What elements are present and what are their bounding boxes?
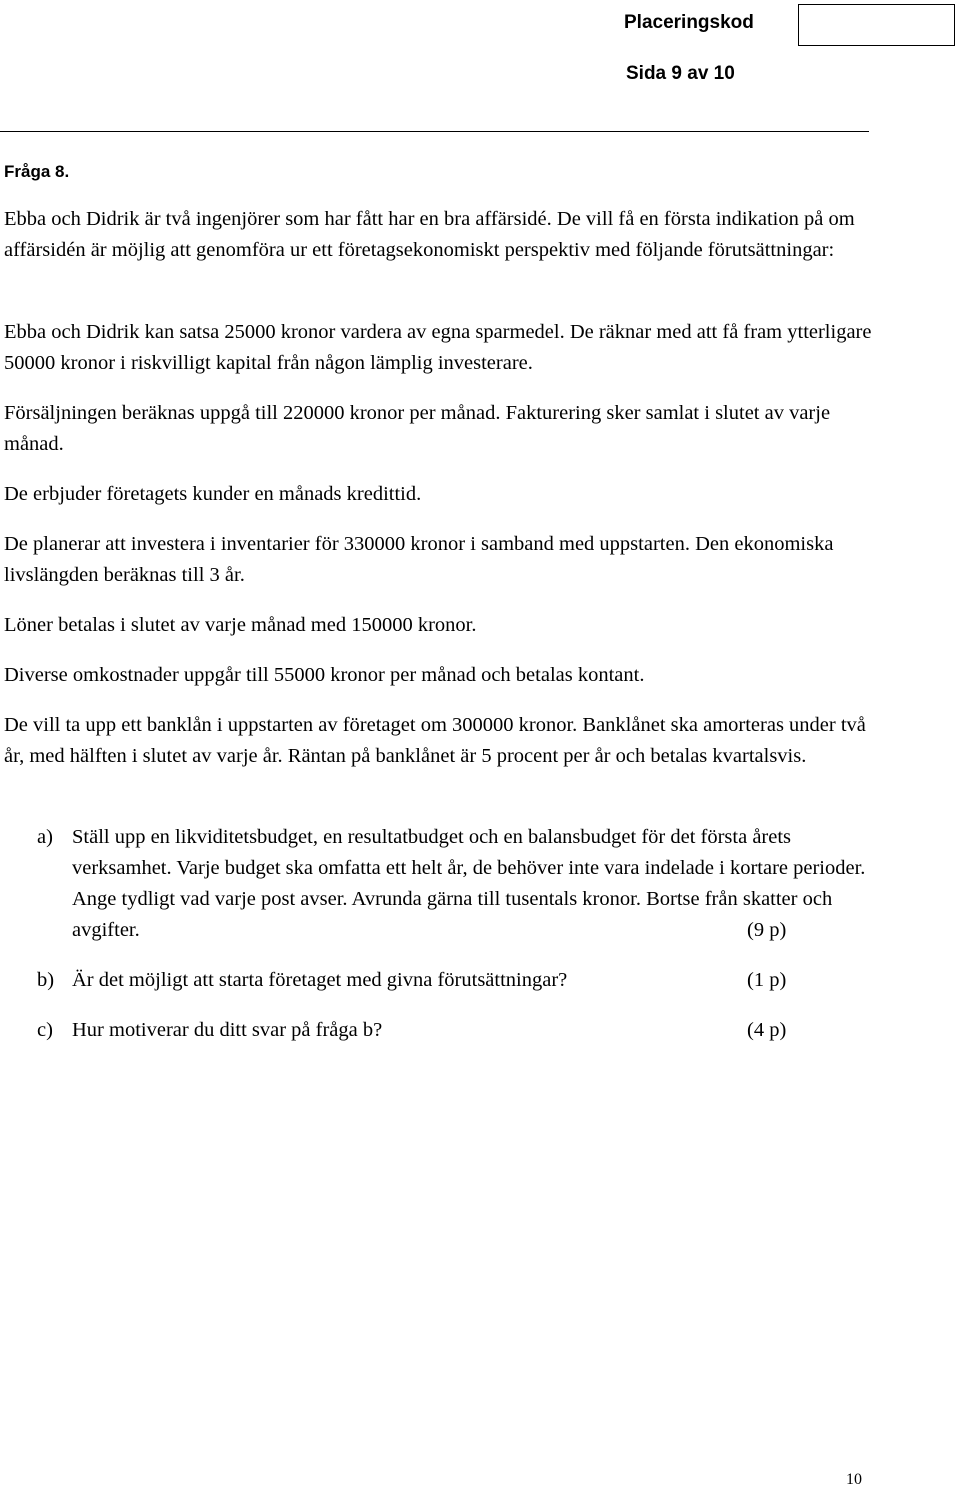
placement-code-label: Placeringskod	[624, 12, 754, 33]
page-number: 10	[846, 1471, 862, 1488]
task-text: Ställ upp en likviditetsbudget, en resultatbudget och en balansbudget för det första årets verksamhet. Varje budget ska omfatta ett helt år, de behöver inte vara indelade i kortare perioder. Ange tydligt vad varje post avser. Avrunda gärna till tusentals kronor. Bortse från skatter och avgifter.	[72, 826, 866, 941]
paragraph-salaries: Löner betalas i slutet av varje månad med 150000 kronor.	[4, 614, 477, 636]
page-indicator: Sida 9 av 10	[626, 63, 735, 84]
task-points: (1 p)	[747, 969, 787, 991]
task-points: (4 p)	[747, 1019, 787, 1041]
task-label: c)	[37, 1019, 53, 1041]
header-divider	[0, 131, 869, 132]
paragraph-sales: Försäljningen beräknas uppgå till 220000 kronor per månad. Fakturering sker samlat i slutet av varje månad.	[4, 402, 831, 455]
paragraph-capital: Ebba och Didrik kan satsa 25000 kronor vardera av egna sparmedel. De räknar med att få fram ytterligare 50000 kronor i riskvilligt kapital från någon lämplig investerare.	[4, 321, 872, 374]
task-points: (9 p)	[747, 919, 787, 941]
question-title: Fråga 8.	[4, 162, 70, 181]
task-text: Hur motiverar du ditt svar på fråga b?	[72, 1019, 383, 1041]
task-label: b)	[37, 969, 55, 991]
paragraph-intro: Ebba och Didrik är två ingenjörer som har fått har en bra affärsidé. De vill få en första indikation på om affärsidén är möjlig att genomföra ur ett företagsekonomiskt perspektiv med följande förutsättningar:	[4, 208, 855, 261]
paragraph-loan: De vill ta upp ett banklån i uppstarten av företaget om 300000 kronor. Banklånet ska amorteras under två år, med hälften i slutet av varje år. Räntan på banklånet är 5 procent per år och betalas kvartalsvis.	[4, 714, 866, 767]
task-text: Är det möjligt att starta företaget med givna förutsättningar?	[72, 969, 568, 991]
task-label: a)	[37, 826, 53, 848]
paragraph-expenses: Diverse omkostnader uppgår till 55000 kronor per månad och betalas kontant.	[4, 664, 645, 686]
paragraph-investment: De planerar att investera i inventarier för 330000 kronor i samband med uppstarten. Den ekonomiska livslängden beräknas till 3 år.	[4, 533, 834, 586]
paragraph-credit: De erbjuder företagets kunder en månads kredittid.	[4, 483, 422, 505]
placement-code-box	[798, 4, 955, 46]
